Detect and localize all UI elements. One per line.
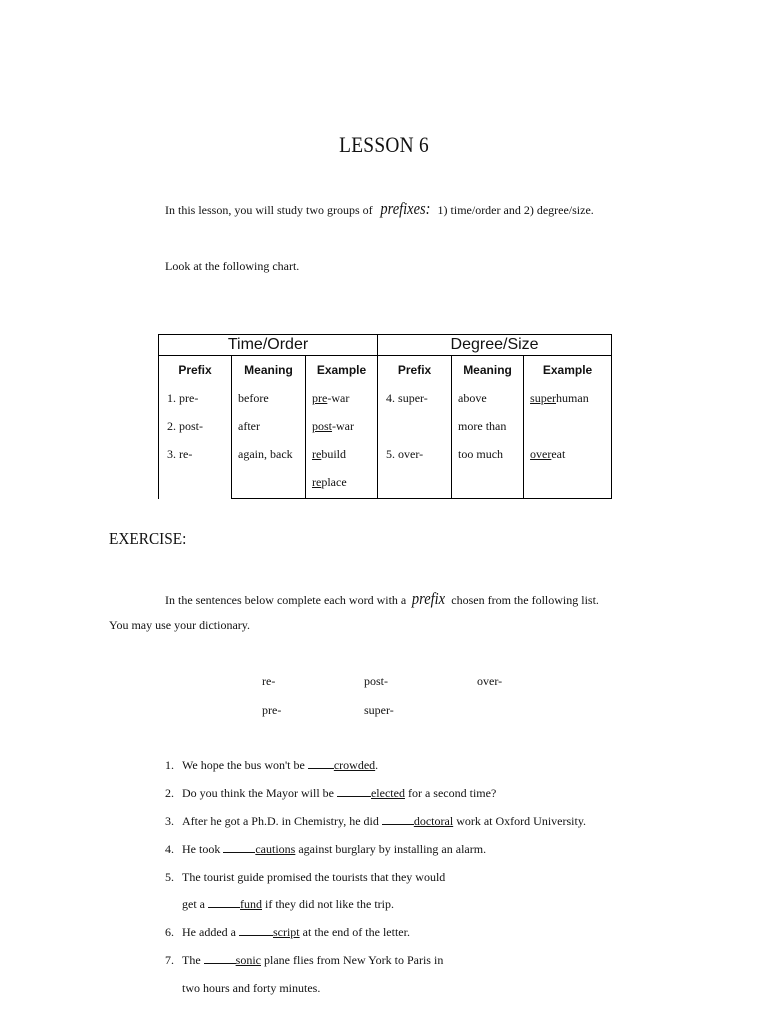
sentence-text: work at Oxford University.: [453, 814, 587, 828]
instructions-line-2: You may use your dictionary.: [109, 618, 250, 632]
prefix-list-item: post-: [364, 674, 388, 688]
time-meaning-3: again, back: [238, 447, 293, 461]
sentence-number: 6.: [165, 925, 174, 939]
col-header-meaning: Meaning: [244, 363, 293, 377]
exercise-heading: EXERCISE:: [109, 529, 187, 548]
degree-meaning-2: more than: [458, 419, 507, 433]
prefix-list-item: super-: [364, 703, 394, 717]
sentence-4: [165, 842, 486, 857]
intro-text: [165, 199, 594, 219]
sentence-text: at the end of the letter.: [299, 925, 410, 939]
target-word: sonic: [235, 953, 261, 967]
answer-blank[interactable]: [308, 768, 334, 769]
sentence-number: 3.: [165, 814, 174, 828]
answer-blank[interactable]: [204, 963, 236, 964]
sentence-number: 2.: [165, 786, 174, 800]
instructions-before: In the sentences below complete each word with a: [165, 593, 410, 607]
instructions-line-1: [165, 589, 599, 609]
example-prefix-underlined: re: [312, 475, 322, 489]
example-prefix-underlined: over: [530, 447, 552, 461]
prefix-list-item: re-: [262, 674, 276, 688]
answer-blank[interactable]: [239, 935, 273, 936]
sentence-text: The: [182, 953, 204, 967]
sentence-2: [165, 786, 496, 801]
target-word: elected: [370, 786, 405, 800]
target-word: cautions: [255, 842, 296, 856]
time-example-1: [306, 384, 377, 412]
example-rest: human: [556, 391, 589, 405]
intro-emphasis: prefixes:: [380, 199, 431, 218]
sentence-text: against burglary by installing an alarm.: [295, 842, 487, 856]
sentence-text: We hope the bus won't be: [182, 758, 308, 772]
sentence-3: [165, 814, 586, 829]
sentence-number: 7.: [165, 953, 174, 967]
sentence-5-continued: [182, 897, 394, 912]
sentence-7: [165, 953, 443, 968]
col-header-example: Example: [542, 363, 593, 377]
example-prefix-underlined: super: [530, 391, 557, 405]
degree-meaning-1: above: [458, 391, 487, 405]
col-header-prefix: Prefix: [397, 363, 432, 377]
sentence-number: 5.: [165, 870, 174, 884]
sentence-7-continued: two hours and forty minutes.: [182, 981, 321, 995]
intro-before: In this lesson, you will study two groups of: [165, 203, 376, 217]
instructions-emphasis: prefix: [412, 589, 446, 608]
degree-prefix-2: [378, 412, 451, 440]
prefix-list-item: over-: [477, 674, 503, 688]
degree-prefix-3: 5. over-: [386, 447, 424, 461]
col-header-prefix: Prefix: [178, 363, 212, 377]
look-at-text: Look at the following chart.: [165, 259, 300, 273]
sentence-text: .: [375, 758, 379, 772]
sentence-text: He took: [182, 842, 224, 856]
example-rest: -war: [332, 419, 354, 433]
example-rest: eat: [551, 447, 566, 461]
lesson-title: LESSON 6: [339, 132, 429, 157]
example-rest: build: [321, 447, 346, 461]
sentence-number: 4.: [165, 842, 174, 856]
degree-prefix-1: 4. super-: [386, 391, 428, 405]
sentence-text: plane flies from New York to Paris in: [261, 953, 444, 967]
sentence-text: get a: [182, 897, 208, 911]
time-meaning-2: after: [238, 419, 260, 433]
sentence-6: [165, 925, 410, 940]
degree-example-2: [524, 412, 611, 440]
time-example-2: [306, 412, 377, 440]
group-header-degree-size: Degree/Size: [378, 335, 612, 356]
sentence-text: Do you think the Mayor will be: [182, 786, 337, 800]
degree-example-1: [524, 384, 611, 412]
prefix-chart: [158, 334, 612, 499]
degree-meaning-column: [452, 356, 524, 499]
answer-blank[interactable]: [223, 852, 255, 853]
sentence-text: The tourist guide promised the tourists that they would: [182, 870, 446, 884]
sentence-text: He added a: [182, 925, 239, 939]
sentence-text: After he got a Ph.D. in Chemistry, he did: [182, 814, 382, 828]
example-prefix-underlined: pre: [312, 391, 328, 405]
prefix-list-item: pre-: [262, 703, 282, 717]
time-example-4: [306, 468, 377, 496]
degree-example-column: [524, 356, 612, 499]
time-prefix-2: 2. post-: [167, 419, 203, 433]
example-rest: -war: [327, 391, 350, 405]
time-example-column: [306, 356, 378, 499]
degree-prefix-column: [378, 356, 452, 499]
sentence-text: for a second time?: [404, 786, 497, 800]
answer-blank[interactable]: [208, 907, 240, 908]
intro-after: 1) time/order and 2) degree/size.: [434, 203, 594, 217]
degree-example-3: [524, 440, 611, 468]
degree-meaning-3: too much: [458, 447, 504, 461]
sentence-5: [165, 870, 445, 885]
instructions-after: chosen from the following list.: [448, 593, 599, 607]
example-prefix-underlined: post: [312, 419, 333, 433]
time-prefix-3: 3. re-: [167, 447, 193, 461]
answer-blank[interactable]: [382, 824, 414, 825]
col-header-meaning: Meaning: [463, 363, 512, 377]
sentence-number: 1.: [165, 758, 174, 772]
time-example-3: [306, 440, 377, 468]
time-prefix-1: 1. pre-: [167, 391, 199, 405]
target-word: crowded: [333, 758, 376, 772]
answer-blank[interactable]: [337, 796, 371, 797]
target-word: fund: [240, 897, 262, 911]
example-rest: place: [321, 475, 347, 489]
col-header-example: Example: [316, 363, 367, 377]
example-prefix-underlined: re: [312, 447, 322, 461]
sentence-1: [165, 758, 378, 773]
time-prefix-column: [159, 356, 232, 499]
group-header-time-order: Time/Order: [159, 335, 378, 356]
time-meaning-1: before: [238, 391, 269, 405]
sentence-text: if they did not like the trip.: [262, 897, 394, 911]
time-meaning-column: [232, 356, 306, 499]
target-word: script: [272, 925, 300, 939]
target-word: doctoral: [413, 814, 454, 828]
